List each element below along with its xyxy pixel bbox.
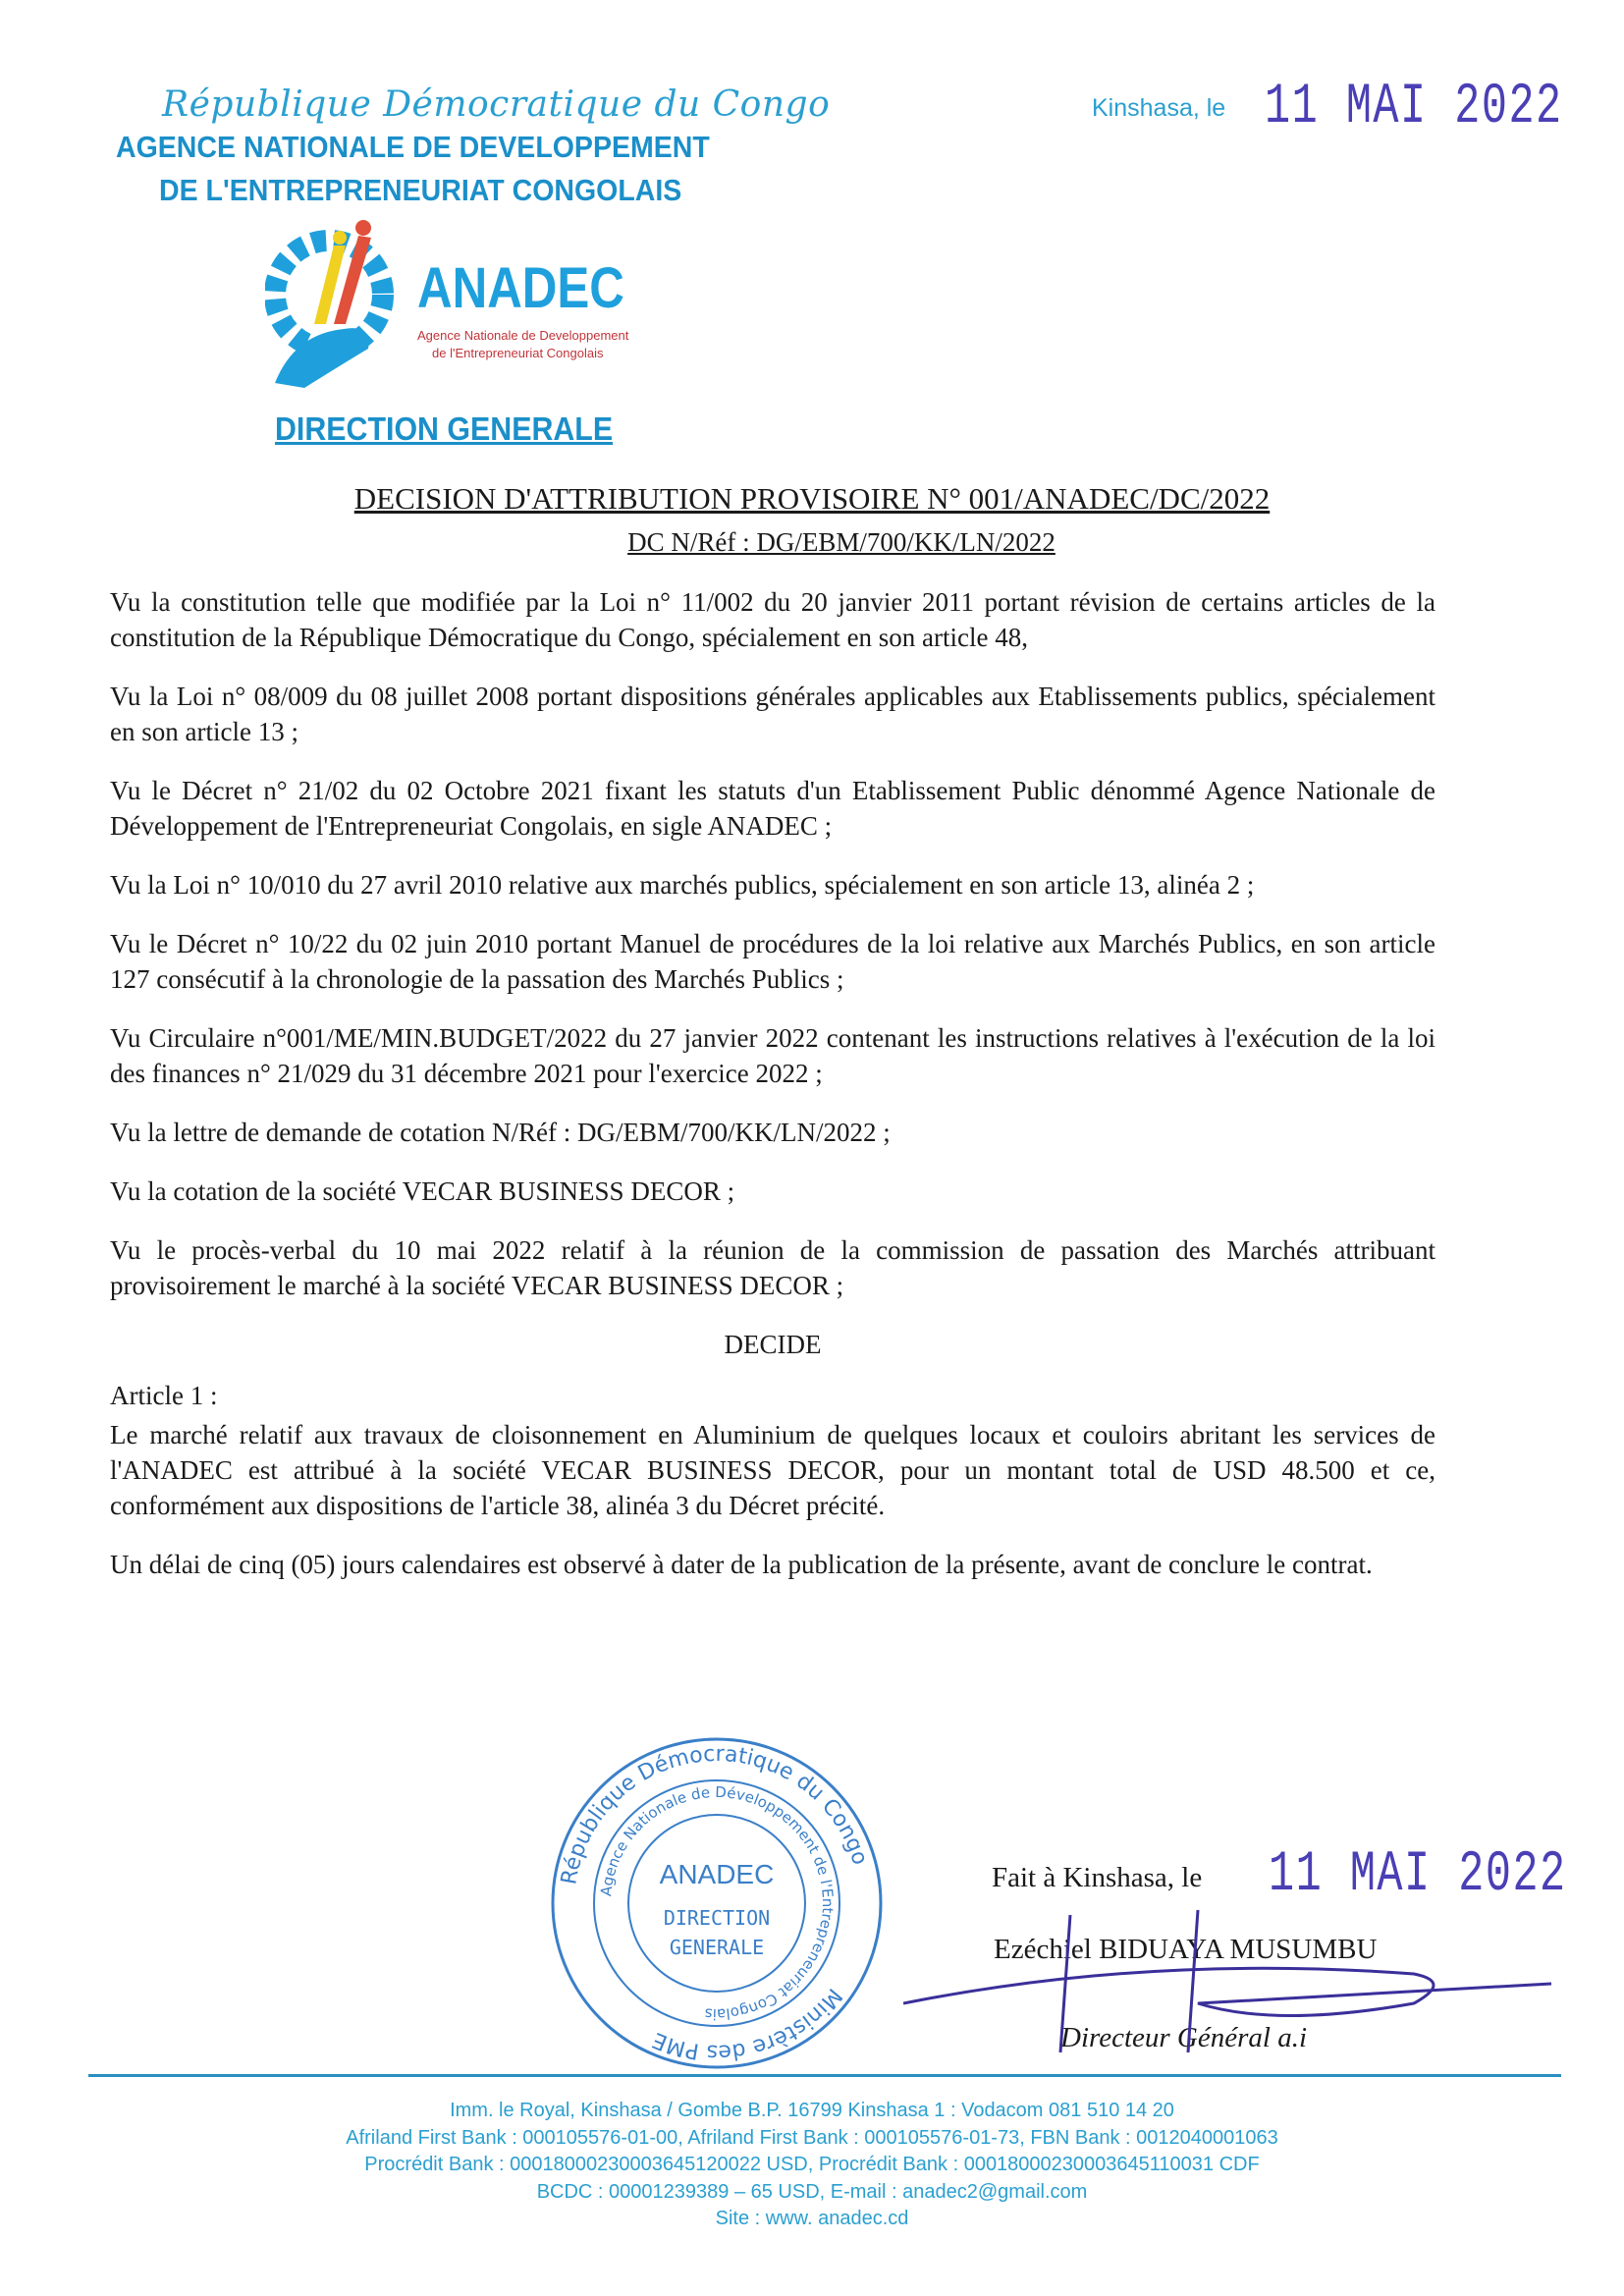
decision-title: DECISION D'ATTRIBUTION PROVISOIRE N° 001/ANADEC/DC/2022 (353, 481, 1271, 516)
footer-website: Site : www. anadec.cd (715, 2208, 909, 2229)
direction-generale-heading: DIRECTION GENERALE (275, 410, 614, 447)
recital-paragraph: Vu la Loi n° 10/010 du 27 avril 2010 relative aux marchés publics, spécialement en son article 13, alinéa 2 ; (110, 870, 1255, 900)
agency-name-line1: AGENCE NATIONALE DE DEVELOPPEMENT (116, 130, 710, 164)
seal-center-1: DIRECTION (663, 1906, 771, 1930)
signature-place: Fait à Kinshasa, le (992, 1862, 1203, 1893)
anadec-logo (265, 216, 412, 403)
signatory-name: Ezéchiel BIDUAYA MUSUMBU (994, 1934, 1378, 1965)
signatory-role: Directeur Général a.i (1060, 2022, 1308, 2053)
republic-heading: République Démocratique du Congo (162, 84, 831, 125)
footer-bank-1: Afriland First Bank : 000105576-01-00, Afriland First Bank : 000105576-01-73, FBN Bank : 0012040001063 (346, 2126, 1278, 2149)
article-heading: Article 1 : (110, 1381, 218, 1410)
recital-paragraph: Vu Circulaire n°001/ME/MIN.BUDGET/2022 du 27 janvier 2022 contenant les instructions relatives à l'exécution de la loi des finances n° 21/029 du 31 décembre 2021 pour l'exercice 2022 ; (110, 1023, 1435, 1088)
seal-inner-text: Agence Nationale de Développement de l'Entrepreneuriat Congolais (597, 1782, 838, 2024)
date-stamp: 11 MAI 2022 (1265, 76, 1563, 139)
logo-wordmark: ANADEC (417, 256, 624, 320)
recital-paragraph: Vu le Décret n° 10/22 du 02 juin 2010 portant Manuel de procédures de la loi relative aux Marchés Publics, en son article 127 consécutif à la chronologie de la passation des Marchés Publics ; (110, 929, 1435, 994)
footer-contact (0, 2098, 1624, 2233)
logo-subtitle-2: de l'Entrepreneuriat Congolais (432, 346, 604, 360)
recital-paragraph: Vu la constitution telle que modifiée par la Loi n° 11/002 du 20 janvier 2011 portant révision de certains articles de la constitution de la République Démocratique du Congo, spécialement en son article 48, (110, 587, 1435, 652)
official-seal (550, 1736, 884, 2070)
seal-logo-text: ANADEC (659, 1859, 775, 1889)
recital-paragraph: Vu la Loi n° 08/009 du 08 juillet 2008 portant dispositions générales applicables aux Etablissements publics, spécialement en son article 13 ; (110, 682, 1435, 746)
recital-paragraph: Vu le procès-verbal du 10 mai 2022 relatif à la réunion de la commission de passation des Marchés attribuant provisoirement le marché à la société VECAR BUSINESS DECOR ; (110, 1235, 1435, 1300)
article-text: Le marché relatif aux travaux de cloisonnement en Aluminium de quelques locaux et couloirs abritant les services de l'ANADEC est attribué à la société VECAR BUSINESS DECOR, pour un montant total de USD 48.500 et ce, conformément aux dispositions de l'article 38, alinéa 3 du Décret précité. (110, 1420, 1435, 1520)
signature-date-stamp: 11 MAI 2022 (1269, 1843, 1567, 1907)
recital-paragraph: Vu le Décret n° 21/02 du 02 Octobre 2021 fixant les statuts d'un Etablissement Public dénommé Agence Nationale de Développement de l'Entrepreneuriat Congolais, en sigle ANADEC ; (110, 776, 1435, 841)
svg-text:Agence Nationale de Développem (597, 1783, 837, 2023)
logo-subtitle-1: Agence Nationale de Developpement (417, 328, 629, 343)
date-label: Kinshasa, le (1092, 94, 1226, 122)
handwritten-signature (903, 1905, 1571, 2062)
seal-bottom-text: Ministère des PME (649, 1983, 847, 2065)
delay-paragraph: Un délai de cinq (05) jours calendaires est observé à dater de la publication de la présente, avant de conclure le contrat. (110, 1550, 1373, 1579)
reference-line: DC N/Réf : DG/EBM/700/KK/LN/2022 (627, 527, 1056, 557)
footer-email: BCDC : 00001239389 – 65 USD, E-mail : anadec2@gmail.com (536, 2180, 1088, 2203)
footer-divider (88, 2074, 1561, 2077)
seal-center-2: GENERALE (669, 1936, 765, 1959)
recital-paragraph: Vu la lettre de demande de cotation N/Réf : DG/EBM/700/KK/LN/2022 ; (110, 1118, 891, 1147)
recital-paragraph: Vu la cotation de la société VECAR BUSINESS DECOR ; (110, 1176, 735, 1206)
seal-outer-text: République Démocratique du Congo (557, 1741, 873, 1886)
agency-name-line2: DE L'ENTREPRENEURIAT CONGOLAIS (159, 173, 682, 207)
body-text (110, 584, 1435, 1606)
decide-heading: DECIDE (724, 1330, 822, 1359)
footer-bank-2: Procrédit Bank : 0001800023000364512002​2 USD, Procrédit Bank : 00018000230003645110031 CDF (364, 2154, 1260, 2175)
footer-address: Imm. le Royal, Kinshasa / Gombe B.P. 16799 Kinshasa 1 : Vodacom 081 510 14 20 (450, 2100, 1174, 2121)
gear-hand-logo-icon (265, 216, 412, 403)
svg-text:Ministère des PME (649, 1984, 846, 2065)
seal-stamp-icon (550, 1736, 884, 2070)
